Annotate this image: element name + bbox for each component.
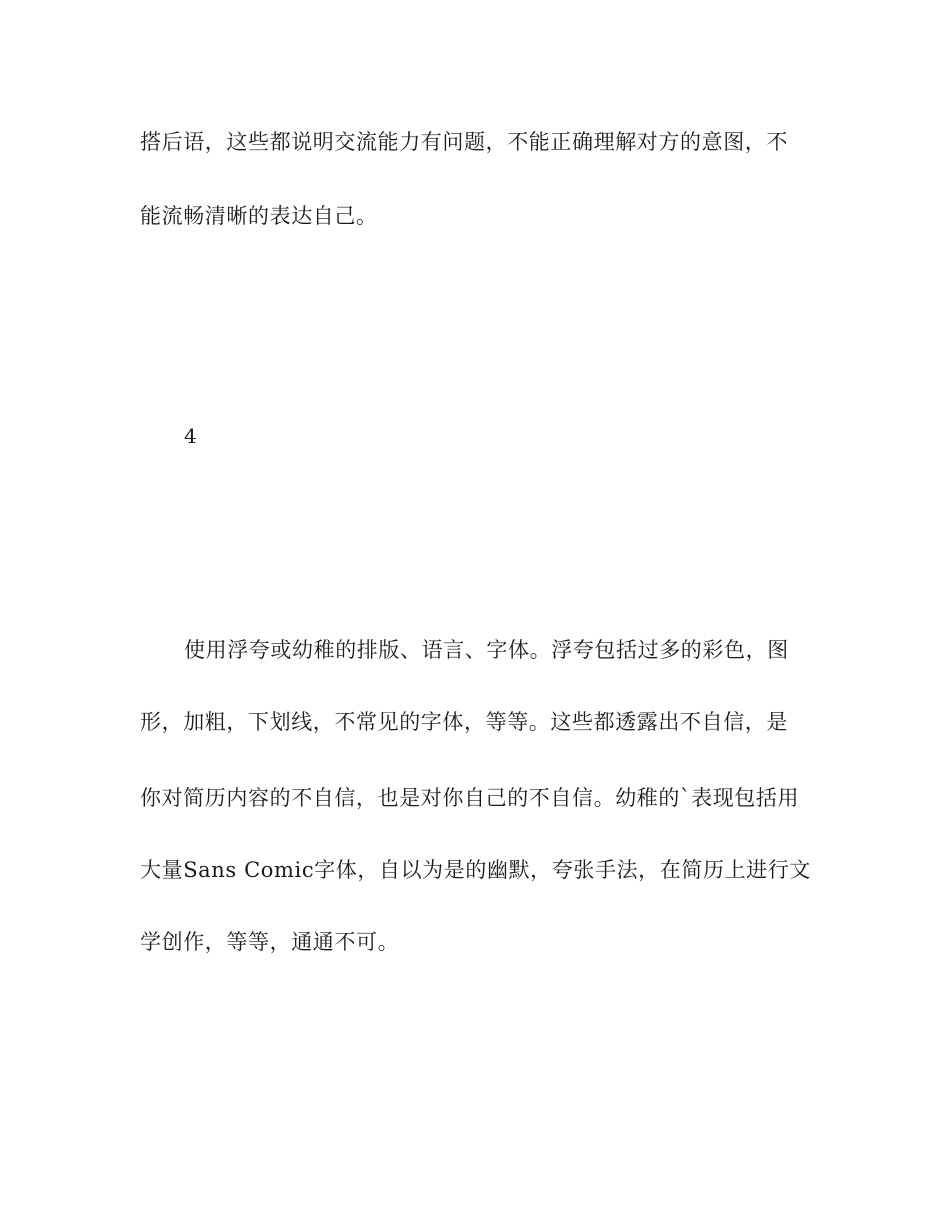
paragraph-2-line-5: 学创作，等等，通通不可。 bbox=[140, 930, 400, 954]
paragraph-2-line-1: 使用浮夸或幼稚的排版、语言、字体。浮夸包括过多的彩色，图 bbox=[184, 638, 789, 662]
paragraph-2-line-3: 你对简历内容的不自信，也是对你自己的不自信。幼稚的`表现包括用 bbox=[140, 786, 800, 810]
paragraph-2-line-2: 形，加粗，下划线，不常见的字体，等等。这些都透露出不自信，是 bbox=[140, 710, 788, 734]
paragraph-1-line-2: 能流畅清晰的表达自己。 bbox=[140, 204, 378, 228]
section-number: 4 bbox=[184, 424, 197, 448]
paragraph-1-line-1: 搭后语，这些都说明交流能力有问题，不能正确理解对方的意图，不 bbox=[140, 130, 788, 154]
paragraph-2-line-4: 大量Sans Comic字体，自以为是的幽默，夸张手法，在简历上进行文 bbox=[140, 858, 811, 882]
